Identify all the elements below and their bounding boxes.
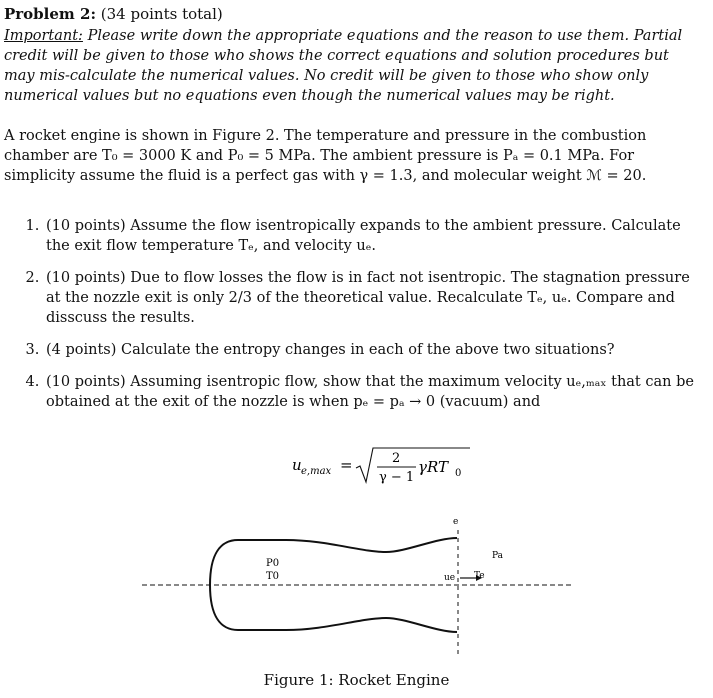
equation-tail-subscript: 0: [455, 468, 462, 479]
question-item: 3. (4 points) Calculate the entropy changes in each of the above two situations?: [44, 340, 704, 360]
label-e: e: [453, 517, 459, 527]
important-note: [4, 26, 704, 106]
question-item: 2. (10 points) Due to flow losses the flow is in fact not isentropic. The stagnation pressure at the nozzle exit is only 2/3 of the theoretical value. Recalculate Tₑ, uₑ. Compare and disscuss the results.: [44, 268, 704, 328]
label-te: Te: [474, 571, 485, 581]
label-t0: T0: [266, 571, 280, 582]
question-list: [4, 216, 704, 412]
problem-title: [4, 4, 704, 24]
label-ue: ue: [444, 573, 456, 583]
problem-intro: A rocket engine is shown in Figure 2. The temperature and pressure in the combustion chamber are T₀ = 3000 K and P₀ = 5 MPa. The ambient pressure is Pₐ = 0.1 MPa. For simplicity assume the fluid is a perfect gas with γ = 1.3, and molecular weight ℳ = 20.: [4, 128, 647, 184]
equation-numerator: 2: [392, 451, 401, 466]
rocket-engine-figure: [136, 508, 576, 658]
equation-equals: =: [340, 456, 353, 474]
equation-tail: γRT: [418, 458, 448, 476]
figure-caption: Figure 1: Rocket Engine: [263, 671, 450, 689]
important-text: Please write down the appropriate equations and the reason to use them. Partial credit will be given to those who shows the correct equations and solution procedures but may mis-calculate the numerical values. No credit will be given to those who show only numerical values but no equations even though the numerical values may be right.: [4, 28, 683, 104]
problem-points: (34 points total): [100, 5, 223, 23]
question-item: 1. (10 points) Assume the flow isentropically expands to the ambient pressure. Calculate the exit flow temperature Tₑ, and velocity uₑ.: [44, 216, 704, 256]
question-item: 4. (10 points) Assuming isentropic flow, show that the maximum velocity uₑ,ₘₐₓ that can be obtained at the exit of the nozzle is when pₑ = pₐ → 0 (vacuum) and: [44, 372, 704, 412]
important-lead: Important:: [4, 28, 83, 44]
label-p0: P0: [266, 558, 280, 569]
equation-lhs: u: [292, 456, 302, 474]
label-pa: Pa: [492, 551, 504, 561]
max-velocity-equation: [290, 446, 490, 486]
equation-denominator: γ − 1: [379, 470, 415, 485]
equation-lhs-subscript: e,max: [301, 466, 332, 477]
problem-page: [4, 4, 704, 424]
problem-number: Problem 2:: [4, 5, 96, 23]
